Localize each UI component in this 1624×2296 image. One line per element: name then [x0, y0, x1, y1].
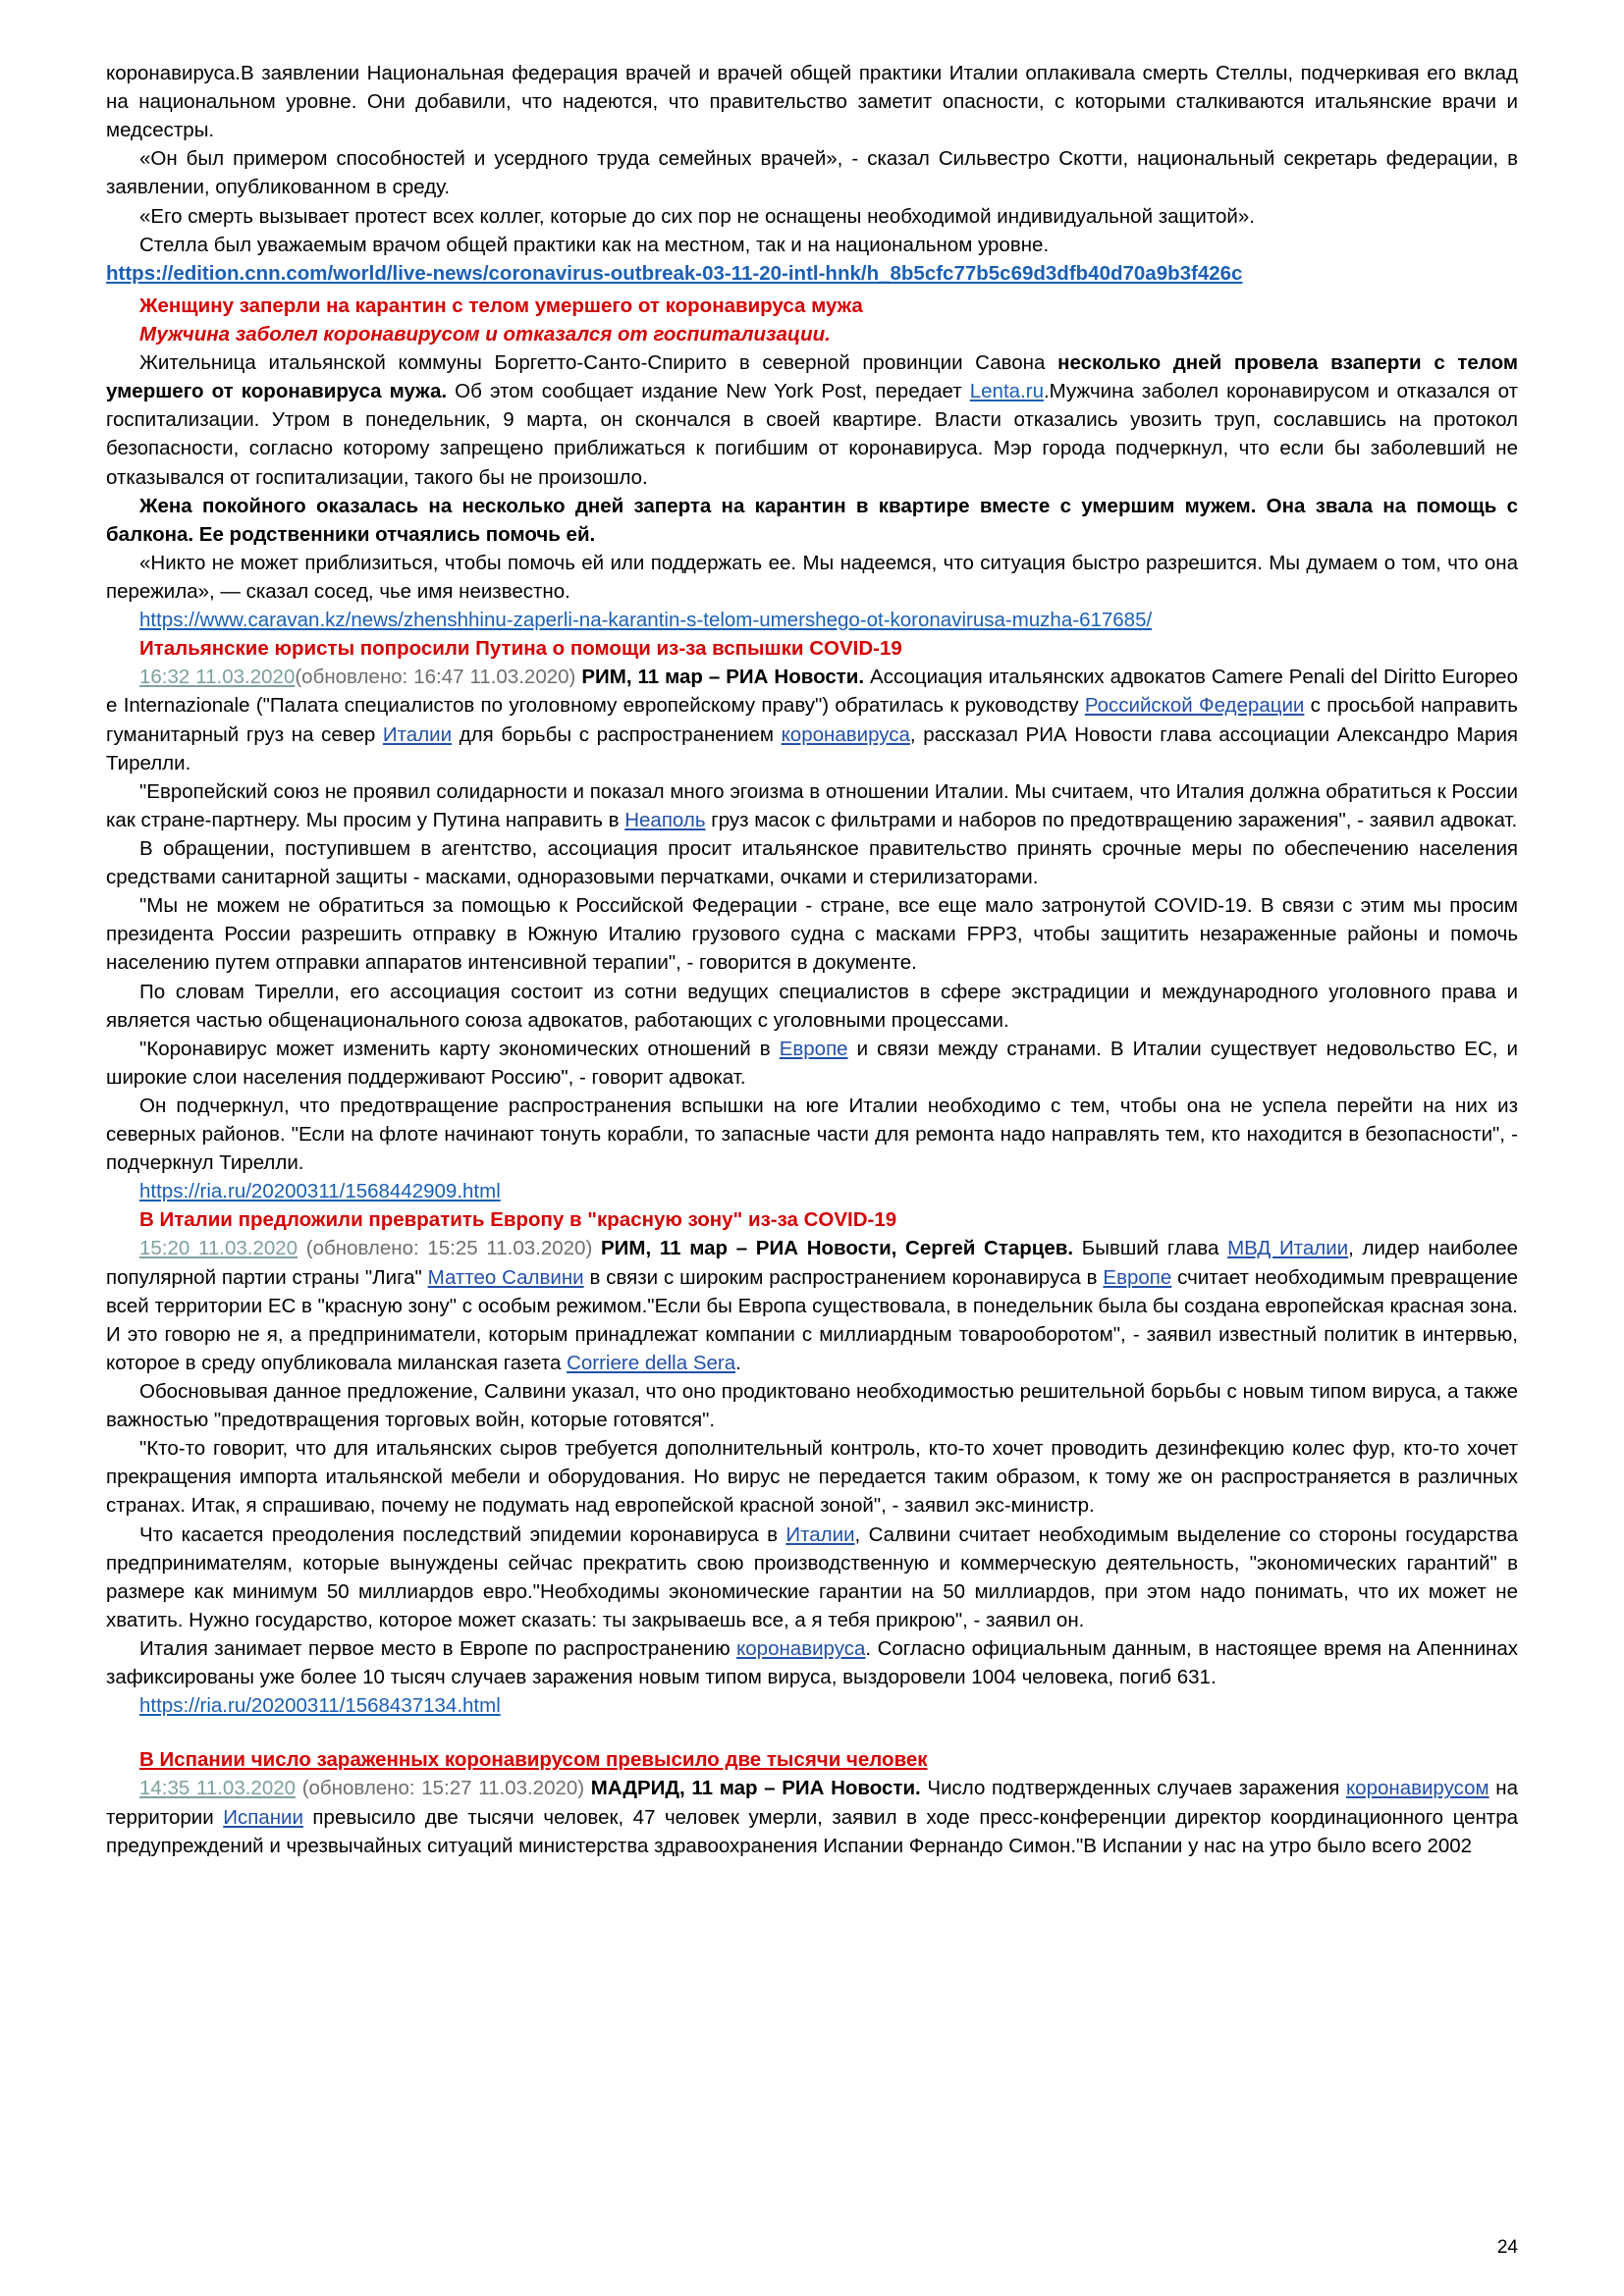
paragraph: По словам Тирелли, его ассоциация состоит из сотни ведущих специалистов в сфере экстрадиции и международного уголовного права и является частью общенационального союза адвокатов, работающих с уголовными процессами.	[106, 980, 1518, 1032]
dateline: РИМ, 11 мар – РИА Новости, Сергей Старцев.	[600, 1237, 1074, 1260]
paragraph: Стелла был уважаемым врачом общей практики как на местном, так и на национальном уровне.	[139, 233, 1050, 256]
source-url-cnn[interactable]	[106, 259, 1518, 288]
article-title-redzone: В Италии предложили превратить Европу в "красную зону" из-за COVID-19	[139, 1208, 897, 1232]
text-part: Италия занимает первое место в Европе по распространению	[139, 1637, 737, 1661]
inline-link-rf[interactable]: Российской Федерации	[1084, 694, 1305, 718]
text-part: Что касается преодоления последствий эпидемии коронавируса в	[139, 1522, 786, 1546]
paragraph	[106, 1234, 1518, 1377]
inline-link-spain[interactable]: Испании	[223, 1805, 303, 1829]
inline-link-corriere[interactable]: Corriere della Sera	[567, 1351, 736, 1374]
inline-link-mvd-italy[interactable]: МВД Италии	[1227, 1237, 1349, 1260]
text-part: в связи с широким распространением коронавируса в	[583, 1265, 1104, 1289]
text-part: считает необходимым превращение всей территории ЕС в "красную зону" с особым режимом."Если бы Европа существовала, в понедельник была бы создана европейская красная зона. И это говорю не я, а предприниматели, которым принадлежат компании с миллиардным товарооборотом", - заявил известный политик в интервью, которое в среду опубликовала миланская газета	[106, 1265, 1518, 1374]
paragraph	[106, 348, 1518, 492]
text-part: , Салвини считает необходимым выделение со стороны государства предпринимателям, которые вынуждены сейчас прекратить свою производственную и коммерческую деятельность, "экономических гарантий" в размере как минимум 50 миллиардов евро."Необходимы экономические гарантии на 50 миллиардов, при этом надо понимать, что их может не хватить. Нужно государство, которое может сказать: ты закрываешь все, а я тебя прикрою", - заявил он.	[106, 1522, 1518, 1631]
timestamp[interactable]: 16:32 11.03.2020	[139, 666, 296, 689]
inline-link-italy[interactable]: Италии	[382, 722, 453, 746]
paragraph	[106, 1634, 1518, 1691]
timestamp-updated: (обновлено: 15:25 11.03.2020)	[305, 1237, 593, 1260]
inline-link-salvini[interactable]: Маттео Салвини	[427, 1265, 584, 1289]
source-url-ria-2-text[interactable]: https://ria.ru/20200311/1568437134.html	[139, 1694, 501, 1718]
text-part: .Мужчина заболел коронавирусом и отказался от госпитализации. Утром в понедельник, 9 марта, он скончался в своей квартире. Власти отказались увозить труп, сославшись на протокол безопасности, согласно которому запрещено приближаться к погибшим от коронавируса. Мэр города подчеркнул, что если бы заболевший не отказывался от госпитализации, такого бы не произошло.	[106, 380, 1518, 489]
paragraph: «Его смерть вызывает протест всех коллег, которые до сих пор не оснащены необходимой индивидуальной защитой».	[139, 204, 1255, 228]
inline-link-coronavirus[interactable]: коронавируса	[781, 722, 910, 746]
source-url-caravan[interactable]	[106, 606, 1518, 634]
inline-link-lenta[interactable]: Lenta.ru	[969, 380, 1044, 403]
timestamp-updated: (обновлено: 16:47 11.03.2020)	[295, 666, 576, 689]
inline-link-naples[interactable]: Неаполь	[624, 808, 706, 831]
dateline: РИМ, 11 мар – РИА Новости.	[581, 666, 865, 689]
inline-link-coronavirus[interactable]: коронавирусом	[1345, 1777, 1489, 1800]
text-part: "Европейский союз не проявил солидарности и показал много эгоизма в отношении Италии. Мы считаем, что Италия должна обратиться к России как стране-партнеру. Мы просим у Путина направить в	[106, 779, 1518, 831]
text-part: Жительница итальянской коммуны Боргетто-Санто-Спирито в северной провинции Савона	[139, 351, 1058, 375]
page-number: 24	[1496, 2237, 1518, 2258]
text-part: груз масок с фильтрами и наборов по предотвращению заражения", - заявил адвокат.	[705, 808, 1518, 831]
article-subtitle-quarantine: Мужчина заболел коронавирусом и отказался от госпитализации.	[139, 322, 831, 346]
text-bold: несколько дней провела взаперти с телом умершего от коронавируса мужа.	[106, 351, 1518, 403]
paragraph: "Мы не можем не обратиться за помощью к Российской Федерации - стране, все еще мало затронутой COVID-19. В связи с этим мы просим президента России разрешить отправку в Южную Италию грузового судна с масками FPP3, чтобы защитить незараженные районы и помочь населению путем отправки аппаратов интенсивной терапии", - говорится в документе.	[106, 894, 1518, 975]
paragraph: Обосновывая данное предложение, Салвини указал, что оно продиктовано необходимостью решительной борьбы с новым типом вируса, а также важностью "предотвращения торговых войн, которые готовятся".	[106, 1380, 1518, 1432]
text-part: превысило две тысячи человек, 47 человек умерли, заявил в ходе пресс-конференции директор координационного центра предупреждений и чрезвычайных ситуаций министерства здравоохранения Испании Фернандо Симон."В Испании у нас на утро было всего 2002	[106, 1805, 1519, 1857]
document-body	[106, 59, 1518, 1860]
text-part: "Коронавирус может изменить карту экономических отношений в	[139, 1037, 780, 1060]
paragraph: Он подчеркнул, что предотвращение распространения вспышки на юге Италии необходимо с тем, чтобы она не успела перейти на них из северных районов. "Если на флоте начинают тонуть корабли, то запасные части для ремонта надо направлять тем, кто находится в безопасности", - подчеркнул Тирелли.	[106, 1094, 1518, 1175]
timestamp[interactable]: 14:35 11.03.2020	[139, 1777, 297, 1800]
paragraph	[106, 1774, 1518, 1859]
source-url-ria-1-text[interactable]: https://ria.ru/20200311/1568442909.html	[139, 1180, 501, 1203]
paragraph: «Он был примером способностей и усердного труда семейных врачей», - сказал Сильвестро Скотти, национальный секретарь федерации, в заявлении, опубликованном в среду.	[106, 147, 1518, 199]
paragraph: "Кто-то говорит, что для итальянских сыров требуется дополнительный контроль, кто-то хочет проводить дезинфекцию колес фур, кто-то хочет прекращения импорта итальянской мебели и оборудования. Но вирус не передается таким образом, к тому же он распространяется в различных странах. Итак, я спрашиваю, почему не подумать над европейской красной зоной", - заявил экс-министр.	[106, 1437, 1518, 1518]
inline-link-italy[interactable]: Италии	[785, 1522, 855, 1546]
text-part: , рассказал РИА Новости глава ассоциации Александро Мария Тирелли.	[106, 722, 1518, 774]
text-part: Бывший глава	[1073, 1237, 1228, 1260]
paragraph	[106, 663, 1518, 776]
inline-link-europe[interactable]: Европе	[779, 1037, 848, 1060]
article-title-quarantine: Женщину заперли на карантин с телом умершего от коронавируса мужа	[139, 294, 863, 317]
dateline: МАДРИД, 11 мар – РИА Новости.	[590, 1777, 921, 1800]
article-title-spain: В Испании число зараженных коронавирусом превысило две тысячи человек	[139, 1748, 928, 1772]
text-part: с просьбой направить гуманитарный груз на север	[106, 694, 1518, 746]
article-title-lawyers: Итальянские юристы попросили Путина о помощи из-за вспышки COVID-19	[139, 637, 902, 661]
text-part: Об этом сообщает издание New York Post, передает	[447, 380, 970, 403]
source-url-ria-1[interactable]	[106, 1177, 1518, 1205]
inline-link-europe[interactable]: Европе	[1103, 1265, 1172, 1289]
text-part: Ассоциация итальянских адвокатов Camere Penali del Diritto Europeo e Internazionale ("Палата специалистов по уголовному европейскому праву") обратилась к руководству	[106, 666, 1518, 718]
text-part: , лидер наиболее популярной партии страны "Лига"	[106, 1237, 1518, 1289]
paragraph	[106, 777, 1518, 834]
text-part: на территории	[106, 1777, 1518, 1829]
inline-link-coronavirus[interactable]: коронавируса	[736, 1637, 866, 1661]
paragraph-continuation: коронавируса.В заявлении Национальная федерация врачей и врачей общей практики Италии оплакивала смерть Стеллы, подчеркивая его вклад на национальном уровне. Они добавили, что надеются, что правительство заметит опасности, с которыми сталкиваются итальянские врачи и медсестры.	[106, 62, 1518, 142]
timestamp[interactable]: 15:20 11.03.2020	[139, 1237, 298, 1260]
source-url-ria-2[interactable]	[106, 1691, 1518, 1720]
timestamp-updated: (обновлено: 15:27 11.03.2020)	[301, 1777, 585, 1800]
text-part: Число подтвержденных случаев заражения	[920, 1777, 1346, 1800]
source-url-caravan-text[interactable]: https://www.caravan.kz/news/zhenshhinu-zaperli-na-karantin-s-telom-umershego-ot-koronavirusa-muzha-617685/	[139, 609, 1153, 632]
paragraph: «Никто не может приблизиться, чтобы помочь ей или поддержать ее. Мы надеемся, что ситуация быстро разрешится. Мы думаем о том, что она пережила», — сказал сосед, чье имя неизвестно.	[106, 551, 1518, 603]
paragraph	[106, 1521, 1518, 1634]
text-part: для борьбы с распространением	[452, 722, 782, 746]
text-part: . Согласно официальным данным, в настоящее время на Апеннинах зафиксированы уже более 10 тысяч случаев заражения новым типом вируса, выздоровели 1004 человека, погиб 631.	[106, 1637, 1518, 1689]
source-url-cnn-text[interactable]: https://edition.cnn.com/world/live-news/coronavirus-outbreak-03-11-20-intl-hnk/h_8b5cfc77b5c69d3dfb40d70a9b3f426c	[106, 261, 1243, 285]
paragraph-bold: Жена покойного оказалась на несколько дней заперта на карантин в квартире вместе с умершим мужем. Она звала на помощь с балкона. Ее родственники отчаялись помочь ей.	[106, 494, 1518, 546]
paragraph	[106, 1035, 1518, 1092]
text-part: .	[735, 1351, 741, 1374]
text-part: и связи между странами. В Италии существует недовольство ЕС, и широкие слои населения поддерживают Россию", - говорит адвокат.	[106, 1037, 1518, 1089]
paragraph: В обращении, поступившем в агентство, ассоциация просит итальянское правительство принять срочные меры по обеспечению населения средствами санитарной защиты - масками, одноразовыми перчатками, очками и стерилизаторами.	[106, 836, 1518, 889]
